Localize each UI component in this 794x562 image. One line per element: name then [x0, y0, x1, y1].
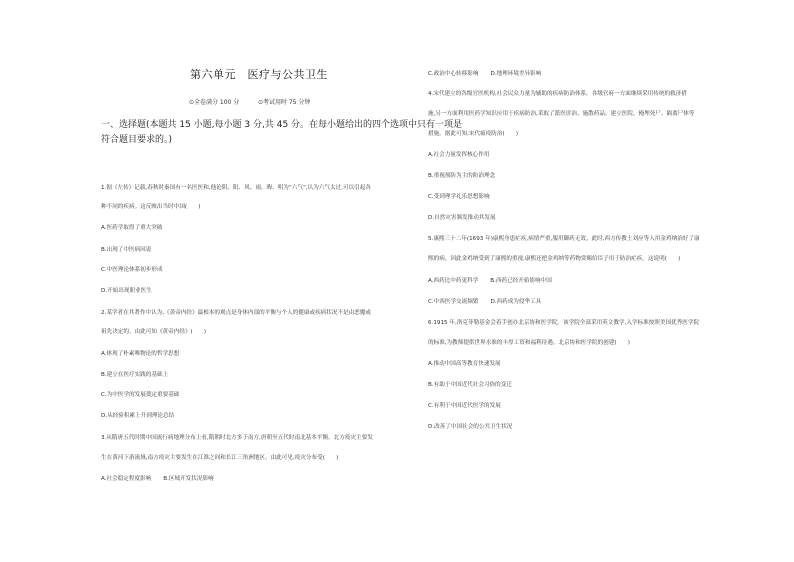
q3-option-d[interactable]: D.地理环境差异影响 — [490, 71, 542, 77]
q4-line2: 施,另一方面利用医药学知识应用于疾病防治,采取了派医诊治、施散药品、建立医院、掩埋死尸、隔离尸体等 — [428, 111, 695, 117]
q5-option-row-ab — [428, 276, 552, 284]
q3-line1: 3.从隋唐五代时期中国流行病地理分布上看,隋朝时北方多于南方,唐朝至五代时南北基本平衡。北方疫灾主要发 — [101, 435, 373, 441]
q4-option-a[interactable]: A.社会力量发挥核心作用 — [428, 152, 490, 158]
q4-line3: 措施。据此可知,宋代瘟疫防治( ) — [428, 131, 519, 137]
q1-line1: 1.据《左传》记载,春秋时秦国有一名医医和,他论阴、阳、风、雨、晦、明为“六气”,认为六气太过,可以引起各 — [101, 185, 371, 191]
q1-option-c[interactable]: C.中医理论体系初步形成 — [101, 267, 163, 273]
q2-option-c[interactable]: C.为中医学的发展奠定重要基础 — [101, 392, 180, 398]
q2-option-a[interactable]: A.体现了朴素唯物论的哲学思想 — [101, 351, 180, 357]
q1-option-d[interactable]: D.开始出现职业医生 — [101, 288, 152, 294]
q5-option-d[interactable]: D.西药成为侵华工具 — [490, 299, 542, 305]
page-title: 第六单元 医疗与公共卫生 — [190, 68, 328, 81]
q4-option-c[interactable]: C.受到理学礼乐思想影响 — [428, 194, 490, 200]
q6-option-c[interactable]: C.有利于中国近代医学的发展 — [428, 403, 501, 409]
q6-option-a[interactable]: A.推动中国高等教育快速发展 — [428, 361, 501, 367]
q4-option-b[interactable]: B.重视预防为主的防治理念 — [428, 173, 496, 179]
q3-option-b[interactable]: B.区域开发状况影响 — [163, 476, 214, 482]
q4-option-d[interactable]: D.自然灾害频发推动其发展 — [428, 215, 496, 221]
q5-line2: 熙的病。因此金鸡纳受到了康熙的重视,康熙还把金鸡纳等药物赏赐给臣子用于防治疟疾。这说明( ) — [428, 256, 681, 262]
q5-option-a[interactable]: A.西药比中药更科学 — [428, 278, 479, 284]
q3-line2: 生在黄河下游流域,南方疫灾主要发生在江淮之间和长江三角洲地区。由此可见,疫灾分布受( ) — [101, 455, 339, 461]
q3-option-c[interactable]: C.政治中心转移影响 — [428, 71, 479, 77]
section-heading-line1: 一、选择题(本题共 15 小题,每小题 3 分,共 45 分。在每小题给出的四个选项中只有一项是 — [101, 120, 463, 130]
q3-option-row-cd — [428, 69, 541, 77]
q5-line1: 5.康熙三十二年(1693 年)康熙身患疟疾,病情严重,服用御药无效。此时,西方传教士刘应等人用金鸡纳治好了康 — [428, 236, 700, 242]
q6-option-b[interactable]: B.有助于中国近代社会习俗的变迁 — [428, 382, 512, 388]
q5-option-row-cd — [428, 297, 541, 305]
q6-option-d[interactable]: D.改善了中国社会的公共卫生状况 — [428, 424, 513, 430]
meta-time: ⊙考试用时 75 分钟 — [258, 99, 311, 106]
q1-line2: 种不同的疾病。这反映出当时中国( ) — [101, 204, 201, 210]
q3-option-row-ab — [101, 474, 214, 482]
q2-line2: 祖先决定的。由此可知《黄帝内经》( ) — [101, 329, 207, 335]
q2-option-d[interactable]: D.从经验积累上升到理论总结 — [101, 413, 175, 419]
section-heading-line2: 符合题目要求的。) — [101, 135, 173, 145]
q1-option-a[interactable]: A.医药学取得了重大突破 — [101, 225, 163, 231]
meta-score: ⊙全卷满分 100 分 — [189, 99, 240, 106]
q5-option-b[interactable]: B.西药已经开始影响中国 — [490, 278, 552, 284]
q2-line1: 2.某学者在其著作中认为,《黄帝内经》最根本的观点是身体内部的平衡与个人的健康或疾病状况不是由恶魔或 — [101, 310, 372, 316]
q4-line1: 4.宋代建立的各级官医机构,社会民众力量为辅助的疾病防治体系。各级官府一方面继续采用传统的救济措 — [428, 91, 687, 97]
q2-option-b[interactable]: B.建立在医疗实践的基础上 — [101, 372, 169, 378]
q5-option-c[interactable]: C.中西医学交流频繁 — [428, 299, 479, 305]
q1-option-b[interactable]: B.出现了中医病因说 — [101, 247, 152, 253]
q3-option-a[interactable]: A.社会稳定程度影响 — [101, 476, 152, 482]
q6-line1: 6.1915 年,洛克菲勒基金会着手创办北京协和医学院。该学院全部采用英文教学,入学标准按照美国优秀医学院 — [428, 320, 700, 326]
q6-line2: 的标准,为教师提供世界水准的丰厚工资和福利待遇。北京协和医学院的创建( ) — [428, 340, 630, 346]
